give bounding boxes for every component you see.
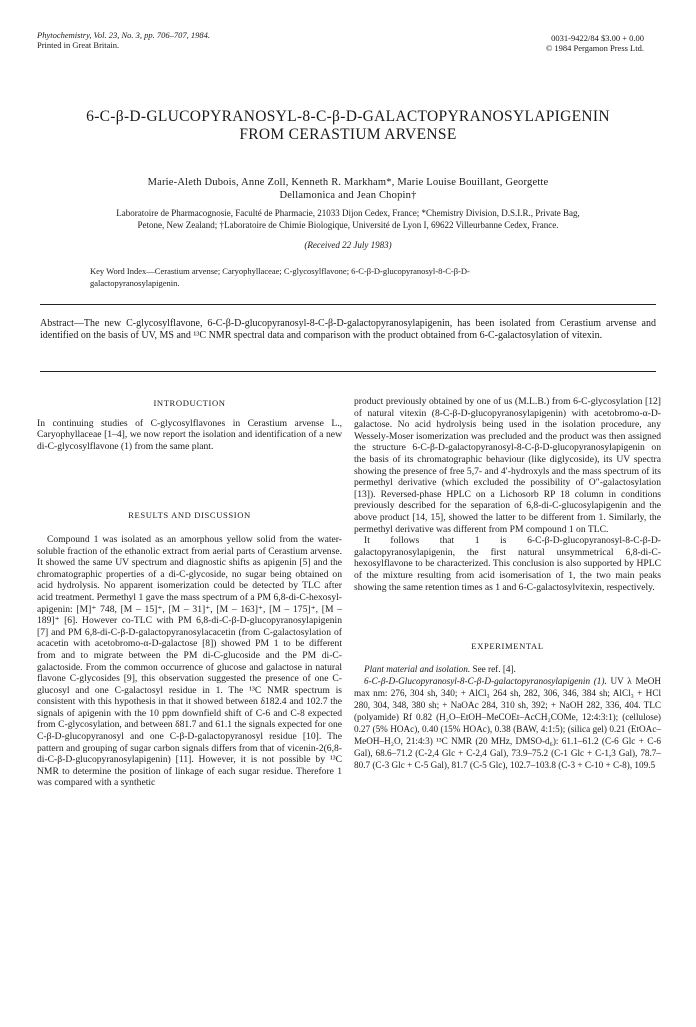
comparison-paragraph: product previously obtained by one of us (M.L.B.) from 6-C-glycosylation [12] of natural vitexin (8-C-β-D-glucopyranosylapigenin) with acetobromo-α-D-galactose. No acid hydrolysis being used in the isolation procedure, any Wessely-Moser isomerization was precluded and the product was then assigned the structure 6-C-β-D-galactopyranosyl-8-C-β-D-glucopyranosylapigenin on the basis of its chromatographic behaviour (like diglycoside), its UV spectra showing the presence of free 5,7- and 4′-hydroxyls and the mass spectrum of its permethyl derivative (which excluded the possibility of O″-galactosylation [13]). Reversed-phase HPLC on a Lichosorb RP 18 column in conditions previously described for the separation of 6,8-di-C-glucosylapigenin and the above product [14, 15], showed the latter to be different from 1. Similarly, the permethyl derivative was different from PM compound 1 on TLC.: [354, 396, 661, 535]
affiliation-line-2: Petone, New Zealand; †Laboratoire de Chimie Biologique, Université de Lyon I, 69622 Villeurbanne Cedex, France.: [137, 220, 559, 230]
abstract-top-rule: [40, 304, 656, 305]
plant-material-paragraph: [354, 663, 661, 675]
keywords-line-2: galactopyranosylapigenin.: [90, 278, 180, 288]
journal-citation: Phytochemistry, Vol. 23, No. 3, pp. 706–707, 1984.: [37, 30, 211, 40]
experimental-heading: EXPERIMENTAL: [471, 641, 544, 652]
title-line-2: FROM CERASTIUM ARVENSE: [239, 126, 457, 143]
left-column: [37, 396, 342, 789]
abstract: [40, 318, 656, 342]
compound-data-paragraph: [354, 675, 661, 771]
printed-location: Printed in Great Britain.: [37, 40, 120, 50]
right-column: [354, 396, 661, 771]
copyright-notice: © 1984 Pergamon Press Ltd.: [545, 43, 644, 53]
introduction-paragraph: In continuing studies of C-glycosylflavones in Cerastium arvense L., Caryophyllaceae [1–4], we now report the isolation and identification of a new di-C-glycosylflavone (1) from the same plant.: [37, 417, 342, 452]
authors-line-2: Dellamonica and Jean Chopin†: [279, 190, 417, 201]
introduction-heading: INTRODUCTION: [153, 398, 226, 408]
journal-code: 0031-9422/84 $3.00 + 0.00: [551, 33, 644, 43]
article-title: [40, 108, 656, 144]
received-date: (Received 22 July 1983): [304, 240, 392, 250]
plant-material-text: See ref. [4].: [470, 663, 516, 674]
publisher-header: [546, 33, 644, 53]
affiliations: [52, 207, 644, 231]
compound-spectral-data: UV λ MeOH max nm: 276, 304 sh, 340; + AlCl₃ 264 sh, 282, 306, 346, 384 sh; AlCl₃ + HCl 280, 304, 348, 380 sh; + NaOAc 284, 310 sh, 392; + NaOH 282, 336, 404. TLC (polyamide) Rf 0.82 (H₂O–EtOH–MeCOEt–AcCH₂COMe, 12:4:3:1); (cellulose) 0.27 (5% HOAc), 0.40 (15% HOAc), 0.38 (BAW, 4:1:5); (silica gel) 0.21 (EtOAc–MeOH–H₂O, 21:4:3) ¹³C NMR (20 MHz, DMSO-d₆): 61.1–61.2 (C-6 Glc + C-6 Gal), 68.6–71.2 (C-2,4 Glc + C-2,4 Gal), 73.9–75.2 (C-1 Glc + C-1,3 Gal), 78.7–80.7 (C-3 Glc + C-5 Gal), 81.7 (C-5 Glc), 102.7–103.8 (C-3 + C-10 + C-8), 109.5: [354, 675, 661, 770]
plant-material-subheading: Plant material and isolation.: [364, 663, 471, 674]
compound-name: 6-C-β-D-Glucopyranosyl-8-C-β-D-galactopyranosylapigenin (1).: [364, 675, 607, 686]
conclusion-paragraph: It follows that 1 is 6-C-β-D-glucopyranosyl-8-C-β-D-galactopyranosylapigenin, the first natural unsymmetrical 6,8-di-C-hexosylflavone to be characterized. This conclusion is also supported by HPLC of the mixture resulting from acid isomerisation of 1, the two main peaks showing the same retention times as 1 and 6-C-galactosylvitexin, respectively.: [354, 535, 661, 593]
keywords-line-1: —Cerastium arvense; Caryophyllaceae; C-glycosylflavone; 6-C-β-D-glucopyranosyl-8-C-β-D-: [146, 266, 470, 276]
abstract-text: —The new C-glycosylflavone, 6-C-β-D-glucopyranosyl-8-C-β-D-galactopyranosylapigenin, has been isolated from Cerastium arvense and identified on the basis of UV, MS and ¹³C NMR spectral data and comparison with the product obtained from 6-C-galactosylation of vitexin.: [40, 318, 656, 341]
author-list: [40, 176, 656, 202]
authors-line-1: Marie-Aleth Dubois, Anne Zoll, Kenneth R. Markham*, Marie Louise Bouillant, Georgette: [147, 177, 549, 188]
affiliation-line-1: Laboratoire de Pharmacognosie, Faculté de Pharmacie, 21033 Dijon Cedex, France; *Chemistry Division, D.S.I.R., Private Bag,: [116, 208, 580, 218]
keywords-label: Key Word Index: [90, 266, 147, 276]
abstract-bottom-rule: [40, 371, 656, 372]
results-heading: RESULTS AND DISCUSSION: [128, 510, 251, 521]
journal-header: [37, 30, 210, 50]
keyword-index: [90, 265, 610, 289]
results-paragraph: Compound 1 was isolated as an amorphous yellow solid from the water-soluble fraction of the ethanolic extract from aerial parts of Cerastium arvense. It showed the same UV spectrum and diagnostic shifts as apigenin [5] and the chromatographic properties of a di-C-glycoside, no sugar being obtained on acid hydrolysis. No apparent isomerization could be detected by TLC after acid treatment. Permethyl 1 gave the mass spectrum of a PM 6,8-di-C-hexosyl-apigenin: [M]⁺ 748, [M – 15]⁺, [M – 31]⁺, [M – 163]⁺, [M – 175]⁺, [M – 189]⁺ [6]. However co-TLC with PM 6,8-di-C-β-D-glucopyranosylapigenin [7] and PM 6,8-di-C-β-D-galactopyranosylacacetin (from C-galactosylation of acacetin with acetobromo-α-D-galactose [8]) showed PM 1 to be different from and to migrate between the PM di-C-glucoside and the PM di-C-galactoside. From the common occurrence of glucose and galactose in natural flavone C-glycosides [9], this observation suggested the presence of one C-glucosyl and one C-galactosyl residue in 1. The ¹³C NMR spectrum is consistent with this hypothesis in that it showed between δ182.4 and 102.7 the signals of apigenin with the 10 ppm downfield shift of C-6 and C-8 expected from C-glycosylation, and between δ81.7 and 61.1 the signals expected for one C-β-D-glucopyranosyl and one C-β-D-galactopyranosyl residue [10]. The pattern and grouping of sugar carbon signals differs from that of vicenin-2(6,8-di-C-β-D-glucopyranosylapigenin) [11]. However, it is not possible by ¹³C NMR to determine the position of linkage of each sugar residue. Therefore 1 was compared with a synthetic: [37, 533, 342, 789]
abstract-label: Abstract: [40, 318, 74, 329]
title-line-1: 6-C-β-D-GLUCOPYRANOSYL-8-C-β-D-GALACTOPYRANOSYLAPIGENIN: [86, 108, 610, 125]
